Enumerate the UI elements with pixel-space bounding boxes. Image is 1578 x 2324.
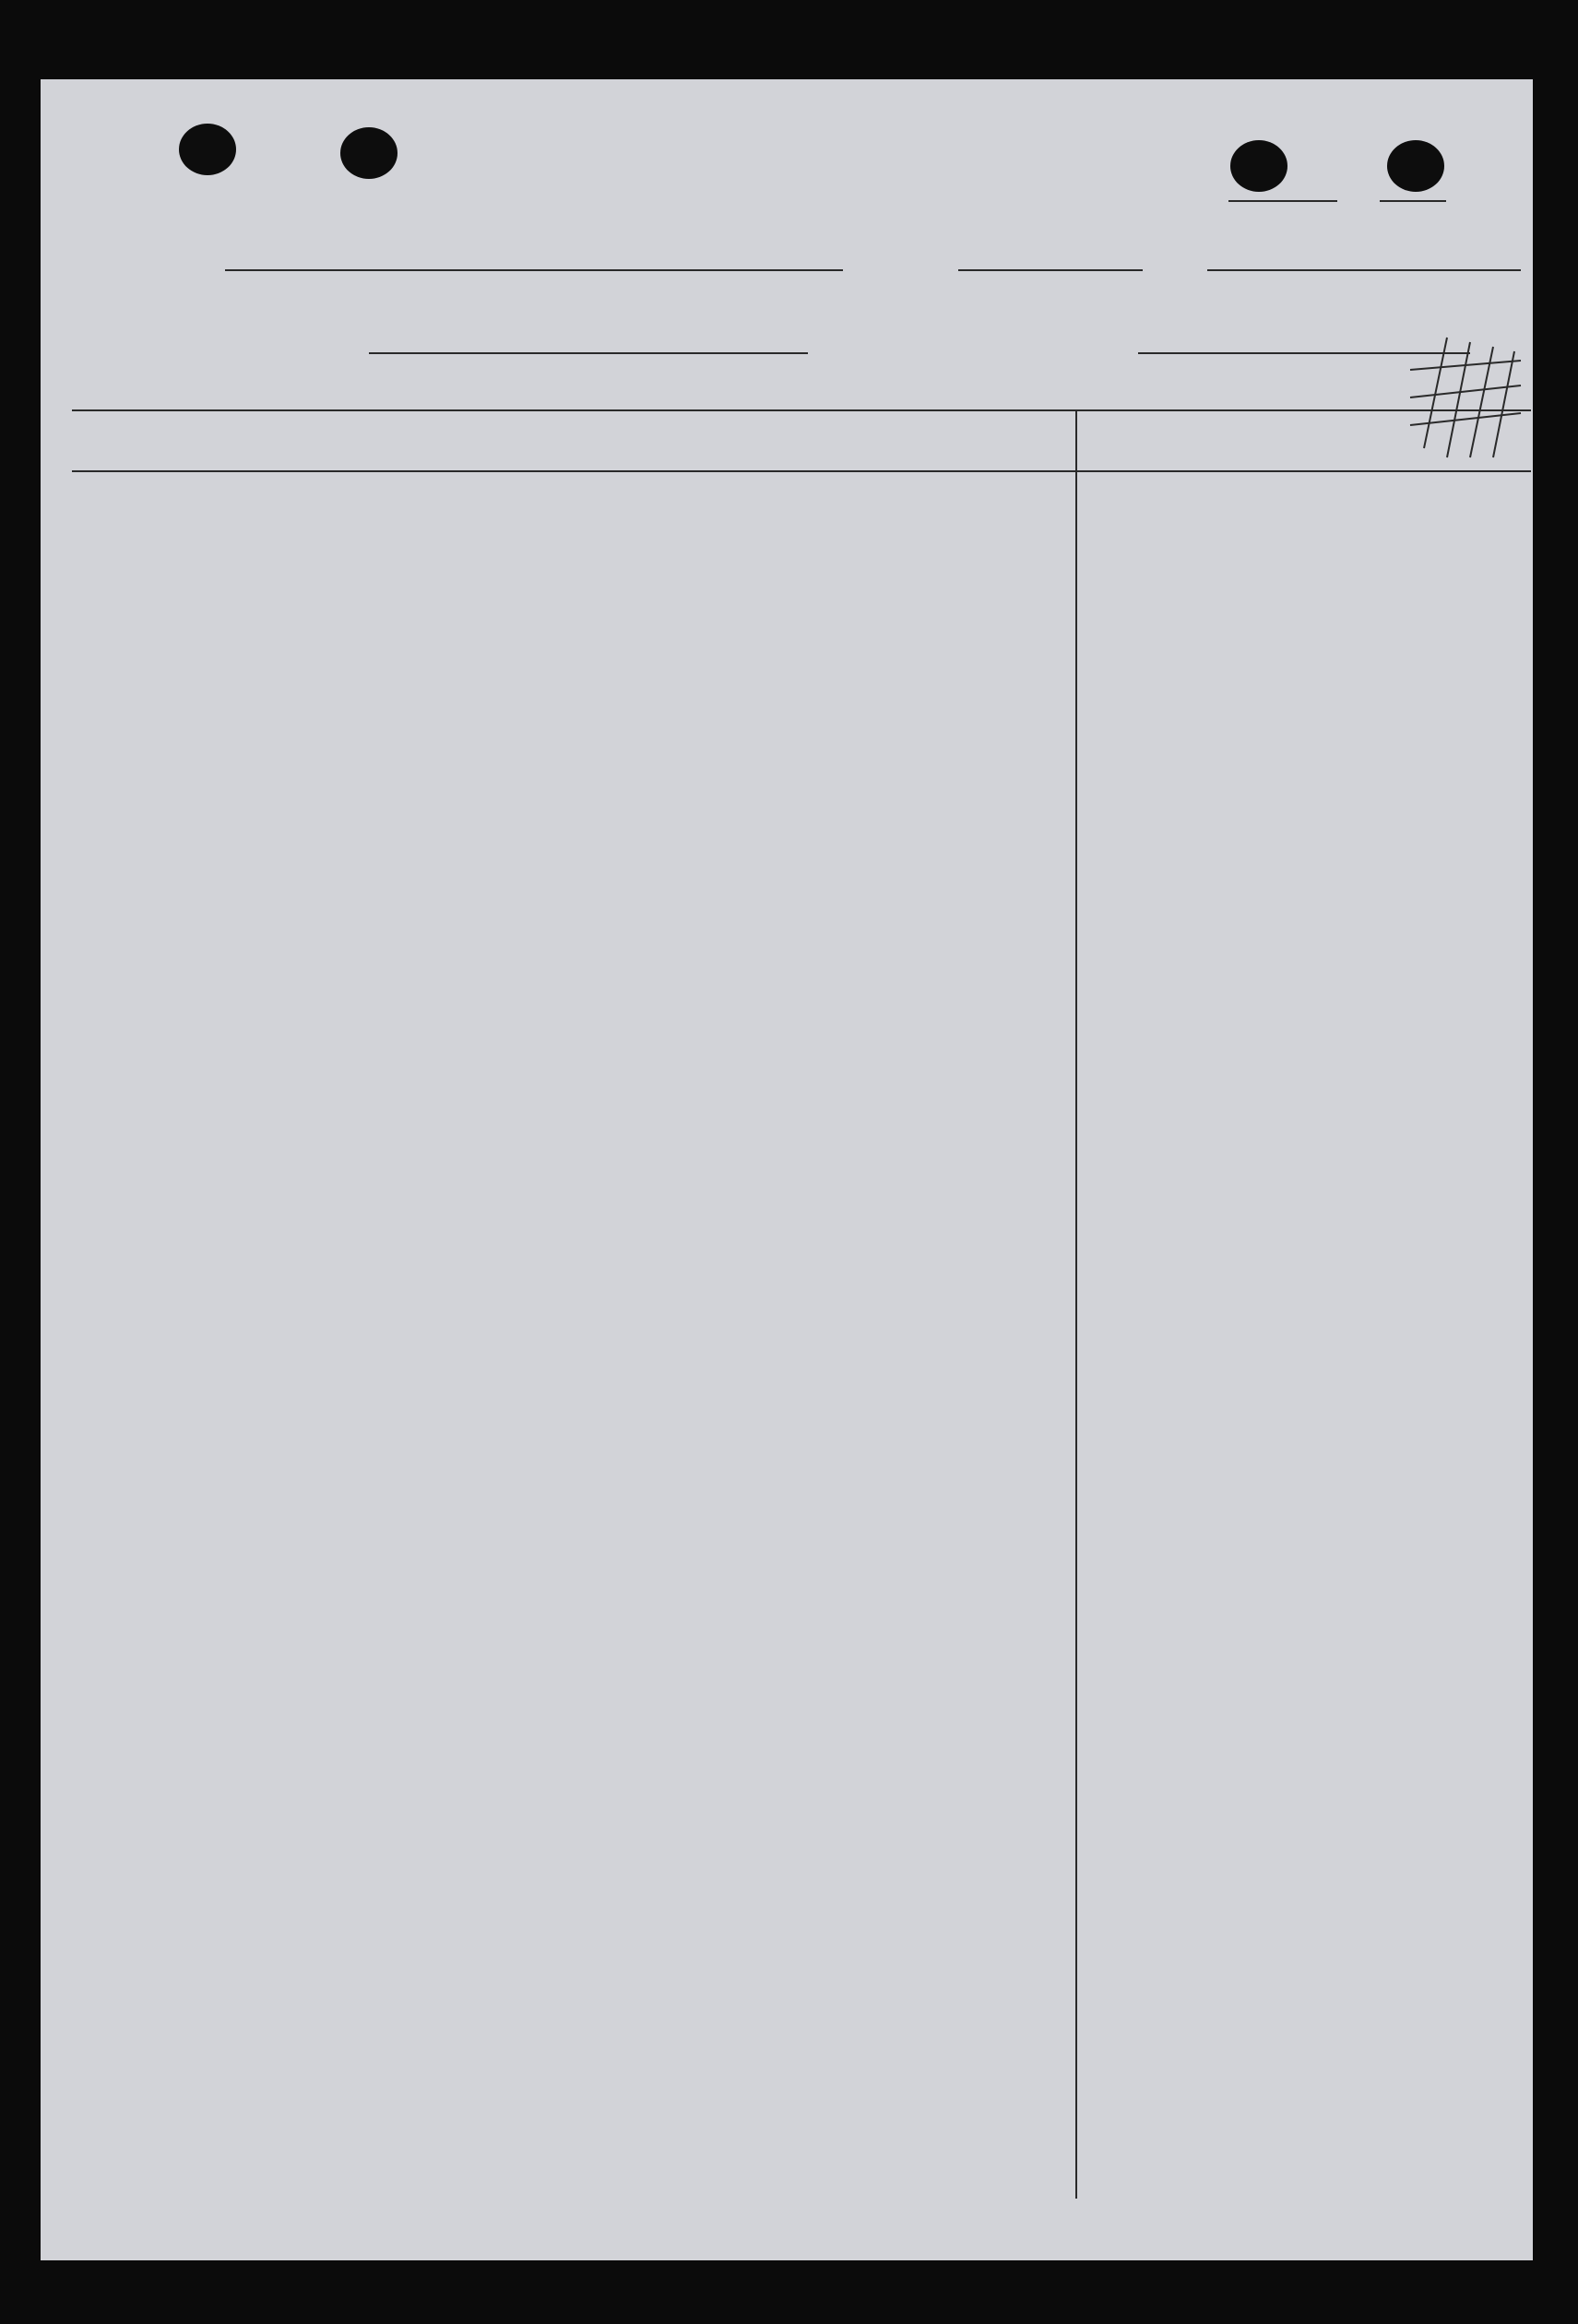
punch-hole-left	[179, 124, 236, 175]
table-top-rule	[72, 409, 1531, 411]
punch-hole-right-a	[1230, 140, 1287, 192]
manifest-sheet	[41, 79, 1533, 2260]
punch-hole-right-b	[1387, 140, 1444, 192]
hand-grid-mark	[1406, 328, 1525, 467]
official-column-divider	[1075, 409, 1077, 2199]
punch-hole-center	[340, 127, 397, 179]
